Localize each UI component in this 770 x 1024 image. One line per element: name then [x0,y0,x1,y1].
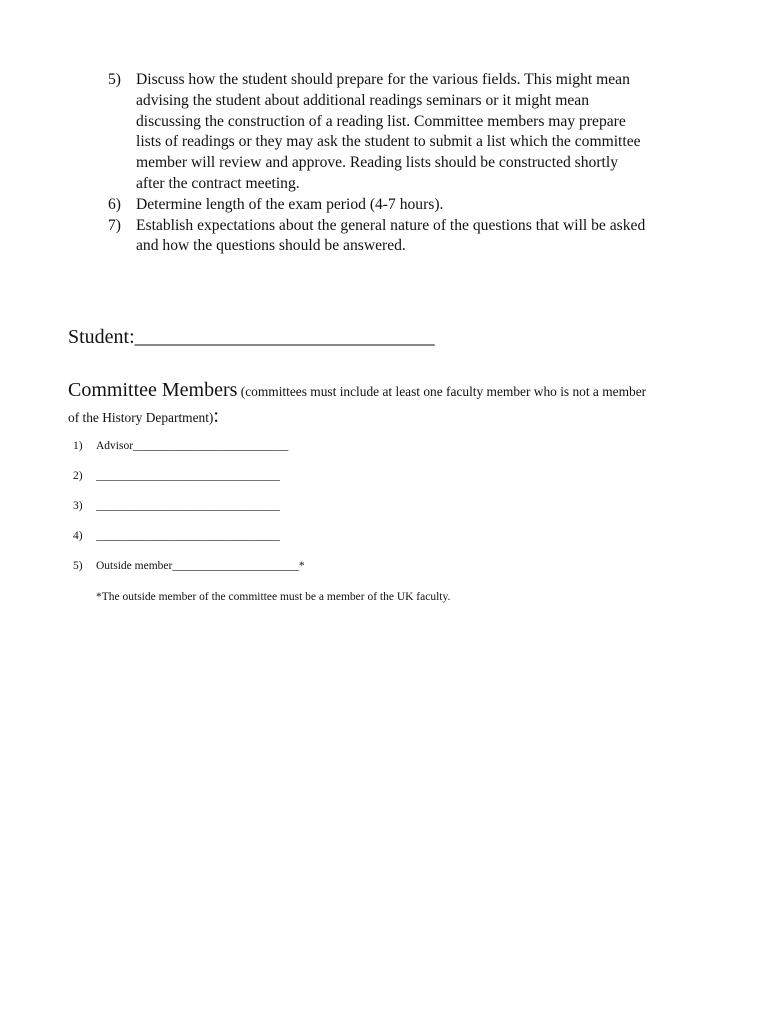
instruction-line: advising the student about additional readings seminars or it might mean [136,91,589,109]
committee-heading [68,378,728,430]
instruction-line: after the contract meeting. [136,174,300,192]
member-field: ________________________________ [96,470,280,482]
committee-member-line [73,500,305,530]
member-field: Outside member______________________* [96,560,305,572]
member-field: Advisor___________________________ [96,440,289,452]
outside-member-footnote: *The outside member of the committee must be a member of the UK faculty. [96,591,451,603]
instruction-item [108,195,728,216]
member-number: 5) [73,560,83,572]
instruction-line: Discuss how the student should prepare for the various fields. This might mean [136,71,630,88]
instruction-item [108,70,728,195]
instruction-text [136,70,728,195]
member-field: ________________________________ [96,530,280,542]
instruction-text [136,195,728,216]
member-number: 4) [73,530,83,542]
instruction-item [108,216,728,258]
committee-colon: : [213,405,219,427]
committee-member-line [73,560,305,590]
committee-title: Committee Members [68,379,238,401]
instruction-number: 5) [108,71,121,88]
committee-note-continued [68,404,728,430]
instruction-line: member will review and approve. Reading lists should be constructed shortly [136,154,618,172]
instruction-line: Determine length of the exam period (4-7 hours). [136,195,444,213]
committee-members-list [73,440,305,590]
instruction-text [136,216,728,258]
member-number: 3) [73,500,83,512]
committee-member-line [73,440,305,470]
instructions-list [108,70,728,257]
instruction-number: 6) [108,195,121,213]
instruction-line: discussing the construction of a reading list. Committee members may prepare [136,112,626,130]
instruction-line: Establish expectations about the general nature of the questions that will be asked [136,216,646,234]
committee-member-line [73,530,305,560]
student-signature-line: Student:______________________________ [68,326,435,348]
instruction-line: lists of readings or they may ask the student to submit a list which the committee [136,133,641,151]
instruction-number: 7) [108,216,121,234]
committee-note: (committees must include at least one faculty member who is not a member [237,384,647,399]
member-field: ________________________________ [96,500,280,512]
member-number: 1) [73,440,83,452]
instruction-line: and how the questions should be answered. [136,237,406,255]
committee-note-line2: of the History Department) [68,410,214,425]
committee-member-line [73,470,305,500]
member-number: 2) [73,470,83,482]
